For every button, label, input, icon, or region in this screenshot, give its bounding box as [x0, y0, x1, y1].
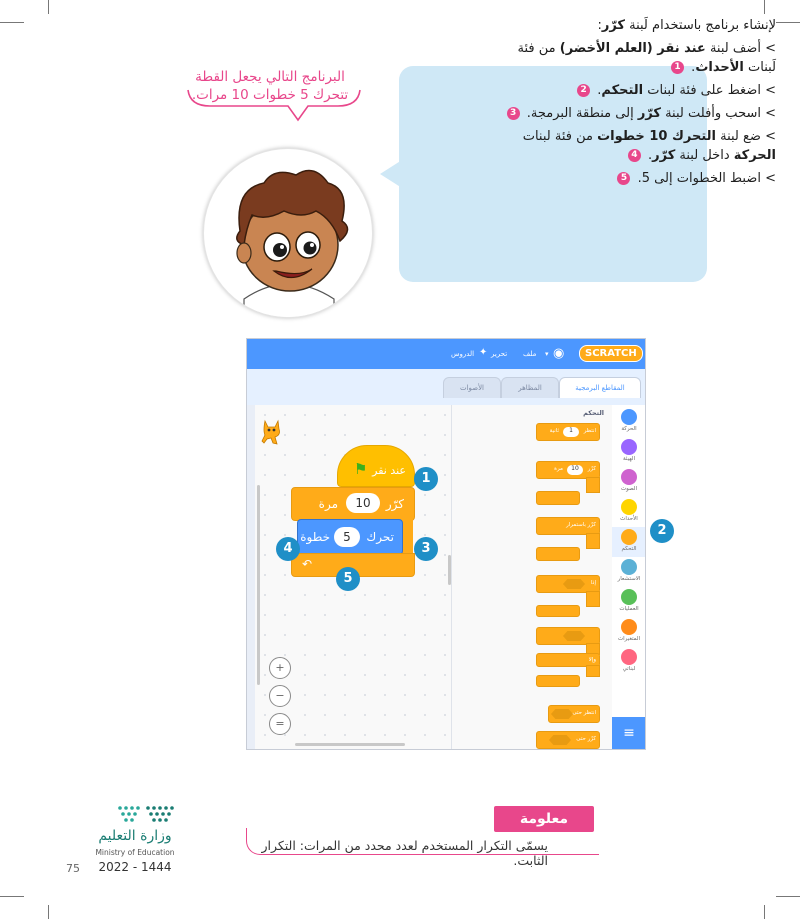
- category-label: الهيئة: [622, 456, 635, 462]
- block-label: كرّر باستمرار: [566, 522, 596, 528]
- block-label: مرة: [554, 466, 563, 472]
- bubble-line-1: البرنامج التالي يجعل القطة: [195, 69, 345, 85]
- instruction-step-4: > ضع لبنة التحرك 10 خطوات من فئة لبنات الحركة داخل لبنة كرّر. 4: [522, 129, 776, 163]
- boolean-slot: [563, 631, 585, 641]
- speech-bubble: [170, 62, 370, 122]
- scratch-editor-window: [246, 338, 646, 750]
- callout-3: 3: [414, 537, 438, 561]
- palette-repeat-arm: [586, 477, 600, 493]
- palette-forever-foot: [536, 547, 580, 561]
- category-label: العمليات: [619, 606, 639, 612]
- bubble-line-2: تتحرك 5 خطوات 10 مرات.: [191, 87, 349, 103]
- editor-tab-bar: [247, 369, 645, 405]
- block-label: عند نقر: [372, 464, 406, 477]
- lightbulb-icon: ✦: [479, 347, 488, 358]
- crop-mark: [776, 22, 800, 23]
- zoom-out-button[interactable]: −: [269, 685, 291, 707]
- green-flag-icon: ⚑: [354, 460, 368, 478]
- ministry-logo-dots: [86, 802, 196, 830]
- ministry-year: 2022 - 1444: [98, 860, 172, 874]
- scratch-logo[interactable]: SCRATCH: [579, 345, 643, 362]
- boolean-slot: [563, 579, 585, 589]
- callout-2: 2: [650, 519, 674, 543]
- block-categories: [611, 405, 646, 749]
- callout-4: 4: [276, 537, 300, 561]
- ministry-logo: [86, 802, 196, 882]
- block-value[interactable]: 1: [563, 427, 579, 437]
- script-move-block[interactable]: [297, 519, 403, 555]
- category-my-blocks[interactable]: [612, 647, 646, 677]
- code-area-scrollbar-left[interactable]: [257, 485, 260, 685]
- block-value[interactable]: 10: [567, 465, 583, 475]
- block-label: إذا: [590, 580, 596, 586]
- block-label: تحرك: [366, 530, 394, 544]
- menu-edit[interactable]: تحرير: [491, 350, 508, 358]
- character-avatar: [203, 148, 373, 318]
- category-control[interactable]: [612, 527, 646, 557]
- step-number-badge: 4: [628, 149, 641, 162]
- category-dot: [621, 499, 637, 515]
- category-label: التحكم: [621, 546, 637, 552]
- step-number-badge: 2: [577, 84, 590, 97]
- scratch-menu-bar: [247, 339, 645, 369]
- step-number-badge: 5: [617, 172, 630, 185]
- crop-mark: [764, 905, 765, 919]
- category-dot: [621, 529, 637, 545]
- info-text: يسمّى التكرار المستخدم لعدد محدد من المرات: التكرار الثابت.: [261, 838, 548, 868]
- script-event-block[interactable]: [337, 445, 415, 487]
- crop-mark: [776, 896, 800, 897]
- palette-forever-arm: [586, 533, 600, 549]
- page-number: 75: [66, 862, 80, 875]
- instruction-intro: لإنشاء برنامج باستخدام لَبنة كرّر:: [597, 18, 776, 33]
- ministry-name-en: Ministry of Education: [95, 848, 175, 857]
- category-dot: [621, 409, 637, 425]
- crop-mark: [0, 896, 24, 897]
- code-area-scrollbar-right[interactable]: [448, 555, 451, 585]
- category-dot: [621, 589, 637, 605]
- block-label: مرة: [318, 497, 338, 511]
- boy-character-illustration: [204, 149, 372, 317]
- block-label: انتظر: [583, 428, 596, 434]
- block-label: خطوة: [300, 530, 330, 544]
- block-label: وإلا: [588, 657, 596, 663]
- menu-tutorials[interactable]: الدروس: [451, 350, 475, 358]
- instruction-step-1: > أضف لبنة عند نقر (العلم الأخضر) من فئة لَبنات الأحداث. 1: [517, 41, 776, 75]
- category-sound[interactable]: [612, 467, 646, 497]
- bubble-outline: [170, 62, 370, 132]
- category-label: الاستشعار: [617, 576, 641, 582]
- sprite-cat-icon: [261, 417, 283, 445]
- repeat-count-input[interactable]: 10: [346, 493, 380, 513]
- category-looks[interactable]: [612, 437, 646, 467]
- crop-mark: [764, 0, 765, 14]
- block-label: كرّر حتى: [576, 736, 596, 742]
- instruction-step-3: > اسحب وأفلت لبنة كرّر إلى منطقة البرمجة. 3: [506, 104, 776, 123]
- category-dot: [621, 439, 637, 455]
- script-repeat-block[interactable]: [291, 487, 415, 521]
- crop-mark: [48, 905, 49, 919]
- category-label: الصوت: [621, 486, 637, 492]
- category-sensing[interactable]: [612, 557, 646, 587]
- palette-if-arm: [586, 591, 600, 607]
- info-title: معلومة: [494, 806, 594, 832]
- globe-icon[interactable]: ◉: [553, 346, 565, 361]
- palette-title: التحكم: [583, 409, 604, 417]
- callout-1: 1: [414, 467, 438, 491]
- code-area-scrollbar-bottom[interactable]: [295, 743, 405, 746]
- category-dot: [621, 559, 637, 575]
- instruction-step-5: > اضبط الخطوات إلى 5. 5: [506, 169, 776, 188]
- category-motion[interactable]: [612, 407, 646, 437]
- category-events[interactable]: [612, 497, 646, 527]
- zoom-reset-button[interactable]: =: [269, 713, 291, 735]
- chevron-down-icon: ▾: [545, 350, 549, 358]
- category-label: المتغيرات: [617, 636, 641, 642]
- tab-code[interactable]: [559, 377, 641, 398]
- add-extension-button[interactable]: ≡: [612, 717, 646, 749]
- tab-sounds[interactable]: [443, 377, 501, 398]
- block-label: كرّر: [385, 497, 404, 511]
- category-dot: [621, 619, 637, 635]
- step-number-badge: 3: [507, 107, 520, 120]
- loop-arrow-icon: ↶: [302, 557, 313, 571]
- costumes-tab-label: المظاهر: [518, 384, 542, 392]
- category-variables[interactable]: [612, 617, 646, 647]
- palette-if-foot: [536, 605, 580, 617]
- sounds-tab-label: الأصوات: [459, 384, 485, 392]
- zoom-in-button[interactable]: +: [269, 657, 291, 679]
- category-label: الأحداث: [620, 516, 638, 522]
- block-label: ثانية: [549, 428, 559, 434]
- callout-5: 5: [336, 567, 360, 591]
- code-tab-label: المقاطع البرمجية: [575, 384, 625, 392]
- block-label: انتظر حتى: [572, 710, 596, 716]
- ministry-name-ar: وزارة التعليم: [98, 828, 172, 844]
- instruction-list: [506, 16, 776, 192]
- block-palette: [451, 405, 612, 749]
- palette-repeat-until-block[interactable]: [536, 731, 600, 749]
- block-label: كرّر: [587, 466, 596, 472]
- crop-mark: [0, 22, 24, 23]
- palette-wait-block[interactable]: [536, 423, 600, 441]
- category-dot: [621, 649, 637, 665]
- boolean-slot: [549, 735, 571, 745]
- palette-else-foot: [536, 675, 580, 687]
- palette-repeat-foot: [536, 491, 580, 505]
- crop-mark: [48, 0, 49, 14]
- palette-wait-until-block[interactable]: [548, 705, 600, 723]
- category-label: لبناتي: [622, 666, 636, 672]
- palette-else-arm: [586, 665, 600, 677]
- category-dot: [621, 469, 637, 485]
- instruction-step-2: > اضغط على فئة لبنات التحكم. 2: [506, 81, 776, 100]
- category-label: الحركة: [621, 426, 637, 432]
- tab-costumes[interactable]: [501, 377, 559, 398]
- boolean-slot: [551, 709, 573, 719]
- menu-file[interactable]: ملف: [523, 350, 537, 358]
- category-operators[interactable]: [612, 587, 646, 617]
- step-number-badge: 1: [671, 61, 684, 74]
- move-steps-input[interactable]: 5: [334, 527, 360, 547]
